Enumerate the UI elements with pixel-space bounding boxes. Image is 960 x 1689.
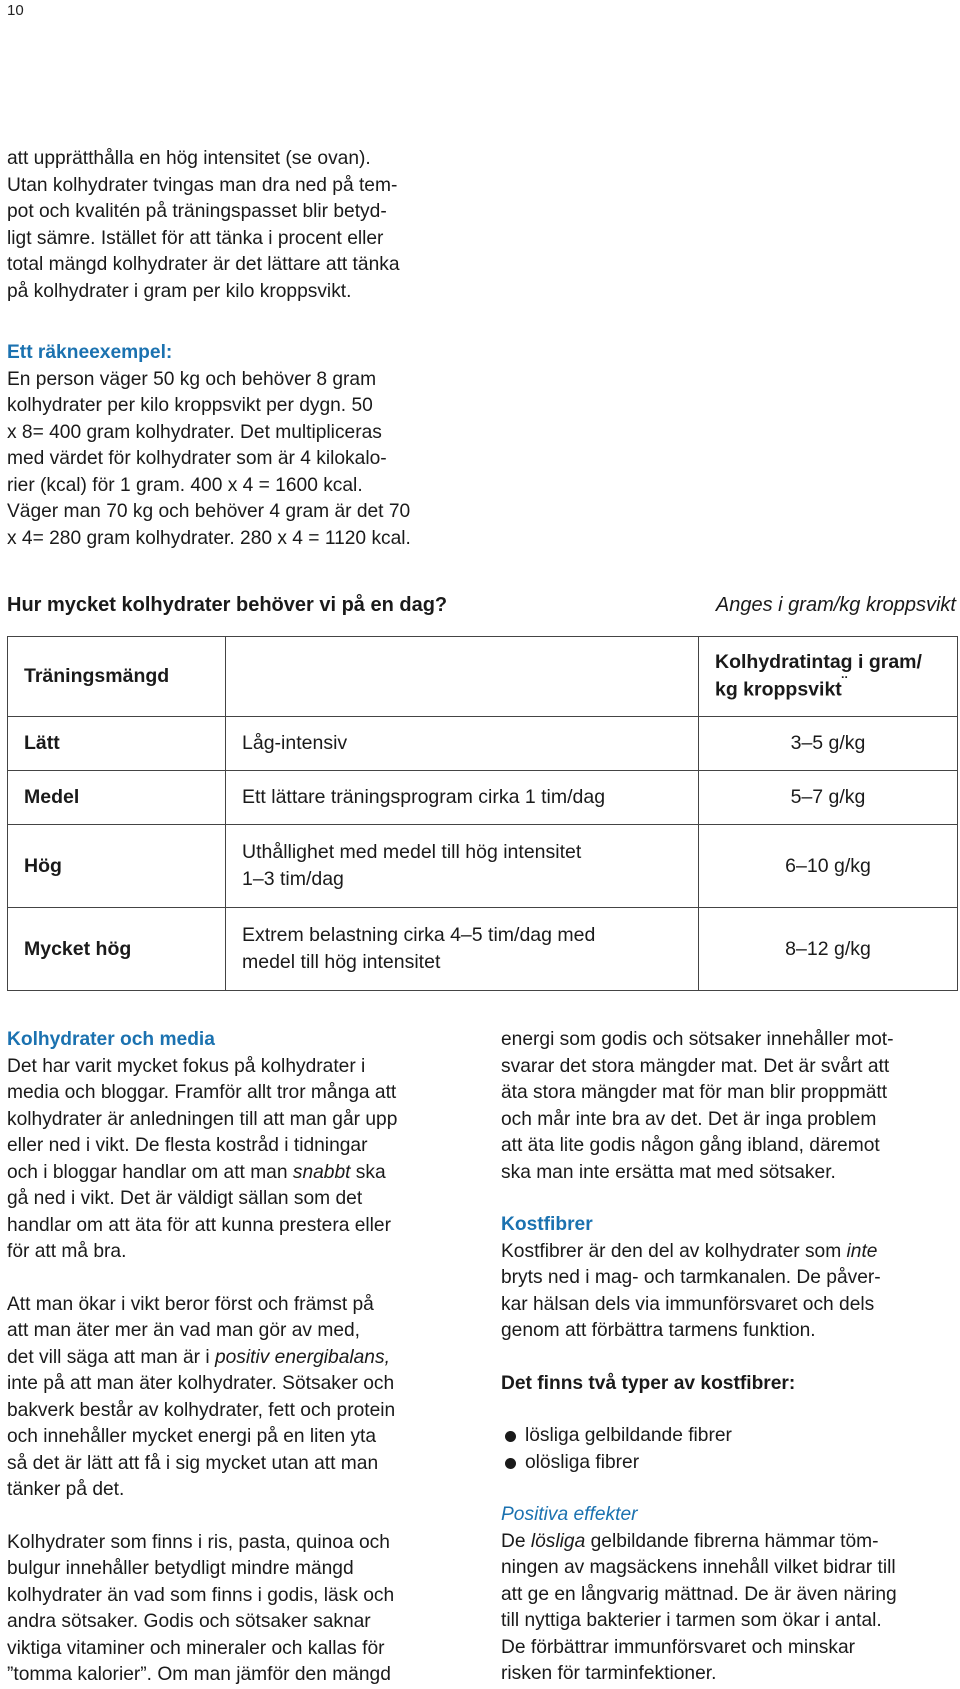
energy-line: att äta lite godis någon gång ibland, däremot xyxy=(501,1135,880,1156)
row-description-line: Extrem belastning cirka 4–5 tim/dag med xyxy=(242,924,596,946)
example-section xyxy=(7,340,477,552)
fiber-types-heading: Det finns två typer av kostfibrer: xyxy=(501,1372,796,1394)
row-description-line: Uthållighet med medel till hög intensitet xyxy=(242,841,582,863)
fiber-line: Kostfibrer är den del av kolhydrater som xyxy=(501,1240,847,1262)
header-description xyxy=(226,637,699,717)
effects-line: De xyxy=(501,1530,531,1552)
media-line: för att må bra. xyxy=(7,1241,127,1262)
weight-emphasis: positiv energibalans, xyxy=(214,1346,390,1368)
comparison-line: ”tomma kalorier”. Om man jämför den mängd xyxy=(7,1664,391,1685)
comparison-line: viktiga vitaminer och mineraler och kallas för xyxy=(7,1637,385,1659)
row-description-line: Låg-intensiv xyxy=(242,732,348,754)
example-line: kolhydrater per kilo kroppsvikt per dygn. 50 xyxy=(7,395,373,416)
footnote-mark: ¨ xyxy=(841,674,848,693)
example-line: En person väger 50 kg och behöver 8 gram xyxy=(7,368,377,390)
energy-line: och mår inte bra av det. Det är inga problem xyxy=(501,1108,877,1130)
effects-line: De förbättrar immunförsvaret och minskar xyxy=(501,1636,856,1658)
media-heading: Kolhydrater och media xyxy=(7,1029,215,1050)
header-carb-intake-line1: Kolhydratintag i gram/ xyxy=(715,651,922,674)
table-header-row xyxy=(8,637,958,717)
table-title: Hur mycket kolhydrater behöver vi på en dag? xyxy=(7,594,448,616)
header-carb-intake-line2: kg kroppsvikt xyxy=(715,678,842,701)
media-line-tail: ska xyxy=(350,1161,386,1183)
intro-line: ligt sämre. Istället för att tänka i procent eller xyxy=(7,227,384,249)
right-column xyxy=(501,1027,956,1688)
row-description xyxy=(226,825,699,908)
media-line: kolhydrater är anledningen till att man går upp xyxy=(7,1108,398,1130)
comparison-line: andra sötsaker. Godis och sötsaker saknar xyxy=(7,1611,371,1632)
example-line: x 4= 280 gram kolhydrater. 280 x 4 = 1120 kcal. xyxy=(7,527,411,549)
list-item: olösliga fibrer xyxy=(501,1450,956,1477)
weight-line: det vill säga att man är i xyxy=(7,1346,215,1368)
weight-line: och innehåller mycket energi på en liten yta xyxy=(7,1426,377,1447)
row-description-line: Ett lättare träningsprogram cirka 1 tim/dag xyxy=(242,786,606,808)
effects-line-tail: gelbildande fibrerna hämmar töm- xyxy=(585,1530,879,1552)
effects-line: till nyttiga bakterier i tarmen som ökar i antal. xyxy=(501,1610,882,1631)
fiber-heading: Kostfibrer xyxy=(501,1214,593,1235)
media-line: media och bloggar. Framför allt tror många att xyxy=(7,1082,397,1103)
header-training-amount: Träningsmängd xyxy=(8,637,226,717)
table-row xyxy=(8,825,958,908)
intro-line: på kolhydrater i gram per kilo kroppsvikt. xyxy=(7,280,352,302)
media-line: handlar om att äta för att kunna prestera eller xyxy=(7,1214,391,1236)
media-line: och i bloggar handlar om att man xyxy=(7,1161,293,1183)
effects-line: risken för tarminfektioner. xyxy=(501,1663,717,1684)
energy-line: ska man inte ersätta mat med sötsaker. xyxy=(501,1161,836,1183)
example-heading: Ett räkneexempel: xyxy=(7,342,173,363)
page-number: 10 xyxy=(7,2,24,19)
weight-line: att man äter mer än vad man gör av med, xyxy=(7,1320,361,1341)
row-level: Medel xyxy=(8,771,226,825)
table-unit-note: Anges i gram/kg kroppsvikt xyxy=(715,594,956,616)
effects-heading: Positiva effekter xyxy=(501,1504,638,1525)
intro-line: Utan kolhydrater tvingas man dra ned på tem- xyxy=(7,174,398,196)
intro-paragraph xyxy=(7,146,467,305)
row-description-line: 1–3 tim/dag xyxy=(242,868,344,890)
effects-line: ningen av magsäckens innehåll vilket bidrar till xyxy=(501,1557,896,1578)
fiber-line: bryts ned i mag- och tarmkanalen. De påver- xyxy=(501,1267,881,1288)
intro-line: total mängd kolhydrater är det lättare att tänka xyxy=(7,254,400,275)
energy-line: äta stora mängder mat för man blir proppmätt xyxy=(501,1082,888,1103)
energy-line: energi som godis och sötsaker innehåller mot- xyxy=(501,1029,894,1050)
row-value: 3–5 g/kg xyxy=(699,717,958,771)
row-value: 5–7 g/kg xyxy=(699,771,958,825)
row-value: 6–10 g/kg xyxy=(699,825,958,908)
fiber-types-list xyxy=(501,1423,956,1476)
fiber-emphasis: inte xyxy=(846,1240,878,1262)
example-line: x 8= 400 gram kolhydrater. Det multipliceras xyxy=(7,421,382,443)
comparison-line: kolhydrater än vad som finns i godis, läsk och xyxy=(7,1584,395,1606)
row-description-line: medel till hög intensitet xyxy=(242,951,441,973)
table-row xyxy=(8,908,958,991)
weight-line: tänker på det. xyxy=(7,1479,125,1500)
comparison-line: bulgur innehåller betydligt mindre mängd xyxy=(7,1558,354,1579)
weight-line: så det är lätt att få i sig mycket utan att man xyxy=(7,1452,379,1474)
intro-line: pot och kvalitén på träningspasset blir betyd- xyxy=(7,201,387,222)
list-item: lösliga gelbildande fibrer xyxy=(501,1423,956,1450)
example-line: Väger man 70 kg och behöver 4 gram är det 70 xyxy=(7,501,411,522)
example-line: rier (kcal) för 1 gram. 400 x 4 = 1600 kcal. xyxy=(7,474,363,496)
weight-line: inte på att man äter kolhydrater. Sötsaker och xyxy=(7,1373,395,1394)
fiber-line: genom att förbättra tarmens funktion. xyxy=(501,1320,816,1341)
row-level: Mycket hög xyxy=(8,908,226,991)
media-emphasis: snabbt xyxy=(292,1161,351,1183)
left-column xyxy=(7,1027,477,1689)
media-line: eller ned i vikt. De flesta kostråd i tidningar xyxy=(7,1135,368,1156)
media-line: Det har varit mycket fokus på kolhydrater i xyxy=(7,1055,366,1077)
row-description xyxy=(226,717,699,771)
header-carb-intake xyxy=(699,637,958,717)
effects-emphasis: lösliga xyxy=(530,1530,586,1552)
fiber-line: kar hälsan dels via immunförsvaret och dels xyxy=(501,1293,875,1315)
row-level: Lätt xyxy=(8,717,226,771)
media-line: gå ned i vikt. Det är väldigt sällan som det xyxy=(7,1188,363,1209)
effects-line: att ge en långvarig mättnad. De är även näring xyxy=(501,1583,897,1605)
intro-line: att upprätthålla en hög intensitet (se ovan). xyxy=(7,148,371,169)
table-row xyxy=(8,717,958,771)
row-description xyxy=(226,908,699,991)
table-row xyxy=(8,771,958,825)
row-value: 8–12 g/kg xyxy=(699,908,958,991)
carb-intake-table xyxy=(7,636,958,991)
comparison-line: Kolhydrater som finns i ris, pasta, quinoa och xyxy=(7,1531,390,1553)
row-level: Hög xyxy=(8,825,226,908)
example-line: med värdet för kolhydrater som är 4 kilokalo- xyxy=(7,448,387,469)
weight-line: bakverk består av kolhydrater, fett och protein xyxy=(7,1399,396,1421)
energy-line: svarar det stora mängder mat. Det är svårt att xyxy=(501,1055,890,1077)
weight-line: Att man ökar i vikt beror först och främst på xyxy=(7,1293,374,1315)
row-description xyxy=(226,771,699,825)
